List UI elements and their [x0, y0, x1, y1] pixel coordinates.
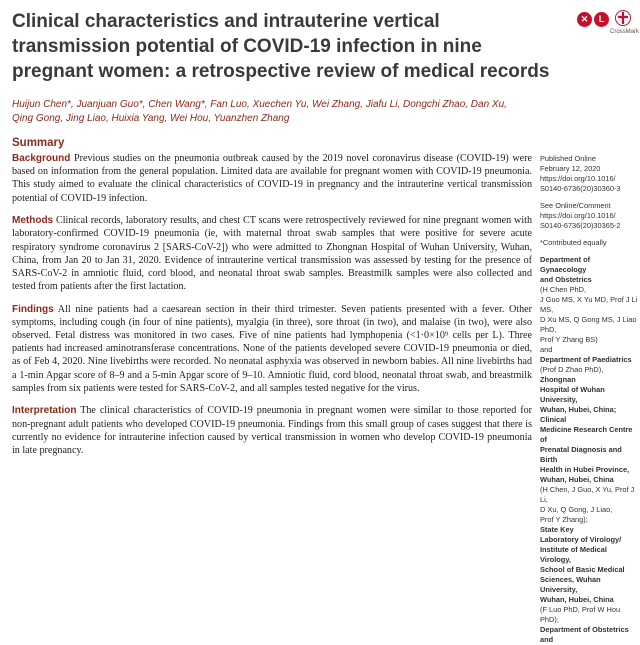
summary-heading: Summary [12, 137, 65, 149]
section-text: All nine patients had a caesarean section in their third trimester. Seven patients presented with a fever. Other symptoms, including cough (in four of nine patients), myalgia (in three), sore throat (in two), and malaise (in two), were also observed. Fetal distress was monitored in two cases. Five of nine patients had lymphopenia (<1·0×10⁹ cells per L). Three patients had increased aminotransferase concentrations. None of the patients developed severe COVID-19 pneumonia or died, as of Feb 4, 2020. Nine livebirths were recorded. No neonatal asphyxia was observed in newborn babies. All nine livebirths had a 1-min Apgar score of 8–9 and a 5-min Apgar score of 9–10. Amniotic fluid, cord blood, neonatal throat swab, and breastmilk samples from six patients were tested for SARS-CoV-2, and all samples tested negative for the virus. [12, 303, 532, 394]
sidebar-line: Hospital of Wuhan University, [540, 385, 605, 404]
sidebar-line: D Xu MS, Q Gong MS, J Liao PhD, [540, 315, 637, 334]
section-label: Background [12, 153, 71, 164]
sidebar-line: State Key [540, 525, 574, 534]
publisher-logos [577, 10, 640, 44]
abstract-background-paragraph [12, 152, 532, 205]
section-text: Previous studies on the pneumonia outbreak caused by the 2019 novel coronavirus disease (COVID-19) were based on information from the general population. Limited data are available for pregnant women with COVID-19 pneumonia. This study aimed to evaluate the clinical characteristics of COVID-19 in pregnancy and the intrauterine vertical transmission potential of COVID-19 infection. [12, 153, 532, 204]
sidebar-line: Clinical [540, 415, 567, 424]
sidebar-line: S0140-6736(20)30365-2 [540, 221, 621, 230]
sidebar-line: (H Chen, J Guo, X Yu, Prof J Li, [540, 485, 635, 504]
sidebar-line: (Prof D Zhao PhD), [540, 365, 604, 374]
sidebar-line: and [540, 345, 553, 354]
sidebar-line: See Online/Comment [540, 201, 611, 210]
section-text: The clinical characteristics of COVID-19 pneumonia in pregnant women were similar to those reported for non-pregnant adult patients who developed COVID-19 pneumonia. Findings from this small group of cases suggest that there is currently no evidence for intrauterine infection caused by vertical transmission in women who develop COVID-19 pneumonia in late pregnancy. [12, 405, 533, 456]
sidebar-spacer [540, 231, 638, 238]
sidebar-line: *Contributed equally [540, 238, 607, 247]
sidebar-line: Department of Obstetrics and [540, 625, 629, 644]
sidebar-line: Department of Paediatrics [540, 355, 632, 364]
sidebar-line: (H Chen PhD, [540, 285, 587, 294]
sidebar-line: Prof Y Zhang); [540, 515, 588, 524]
section-label: Interpretation [12, 405, 77, 417]
sidebar-line: Laboratory of Virology/ [540, 535, 622, 544]
sidebar-line: J Guo MS, X Yu MD, Prof J Li MS, [540, 295, 638, 314]
crossmark-icon[interactable] [615, 10, 631, 26]
article-info-sidebar [540, 154, 638, 645]
sidebar-line: (F Luo PhD, Prof W Hou PhD); [540, 605, 621, 624]
abstract-body [12, 152, 532, 466]
sidebar-line: Wuhan, Hubei, China; [540, 405, 617, 414]
sidebar-line: Wuhan, Hubei, China [540, 475, 614, 484]
sidebar-line: February 12, 2020 [540, 164, 601, 173]
sidebar-line: and Obstetrics [540, 275, 592, 284]
article-title: Clinical characteristics and intrauterine vertical transmission potential of COVID-19 infection in nine pregnant women: a retrospective review of medical records [12, 11, 550, 82]
crossmark-label: CrossMark [610, 29, 640, 35]
author-list: Huijun Chen*, Juanjuan Guo*, Chen Wang*, Fan Luo, Xuechen Yu, Wei Zhang, Jiafu Li, Dongchi Zhao, Dan Xu, Qing Gong, Jing Liao, Huixia Yang, Wei Hou, Yuanzhen Zhang [12, 99, 507, 124]
sidebar-line: Prenatal Diagnosis and Birth [540, 445, 622, 464]
sidebar-line: https://doi.org/10.1016/ [540, 211, 616, 220]
sidebar-spacer [540, 194, 638, 201]
sidebar-line: S0140-6736(20)30360-3 [540, 184, 621, 193]
lancet-logo-icon: ✕ [577, 12, 592, 27]
abstract-interpretation-paragraph [12, 404, 532, 457]
sidebar-line: Zhongnan [540, 375, 576, 384]
section-label: Methods [12, 215, 54, 227]
sidebar-line: https://doi.org/10.1016/ [540, 174, 616, 183]
section-text: Clinical records, laboratory results, and chest CT scans were retrospectively reviewed for nine pregnant women with laboratory-confirmed COVID-19 pneumonia (ie, with maternal throat swab samples that were positive for severe acute respiratory syndrome coronavirus 2 [SARS-CoV-2]) who were admitted to Zhongnan Hospital of Wuhan University, Wuhan, China, from Jan 20 to Jan 31, 2020. Evidence of intrauterine vertical transmission was assessed by testing for the presence of SARS-CoV-2 in amniotic fluid, cord blood, and neonatal throat swab samples. Breastmilk samples were also collected and tested from patients after the first lactation. [12, 215, 532, 293]
sidebar-line: Wuhan, Hubei, China [540, 595, 614, 604]
sidebar-line: Published Online [540, 154, 596, 163]
sidebar-line: Health in Hubei Province, [540, 465, 630, 474]
sidebar-line: Prof Y Zhang BS) [540, 335, 598, 344]
sidebar-line: D Xu, Q Gong, J Liao, [540, 505, 613, 514]
sidebar-line: Sciences, Wuhan University, [540, 575, 601, 594]
sidebar-line: Medicine Research Centre of [540, 425, 633, 444]
sidebar-line: Department of Gynaecology [540, 255, 591, 274]
sidebar-spacer [540, 248, 638, 255]
sidebar-line: School of Basic Medical [540, 565, 625, 574]
lancet-letter-logo: L [594, 12, 609, 27]
abstract-findings-paragraph [12, 303, 532, 395]
sidebar-line: Institute of Medical Virology, [540, 545, 607, 564]
abstract-methods-paragraph [12, 214, 532, 293]
section-label: Findings [12, 303, 54, 315]
